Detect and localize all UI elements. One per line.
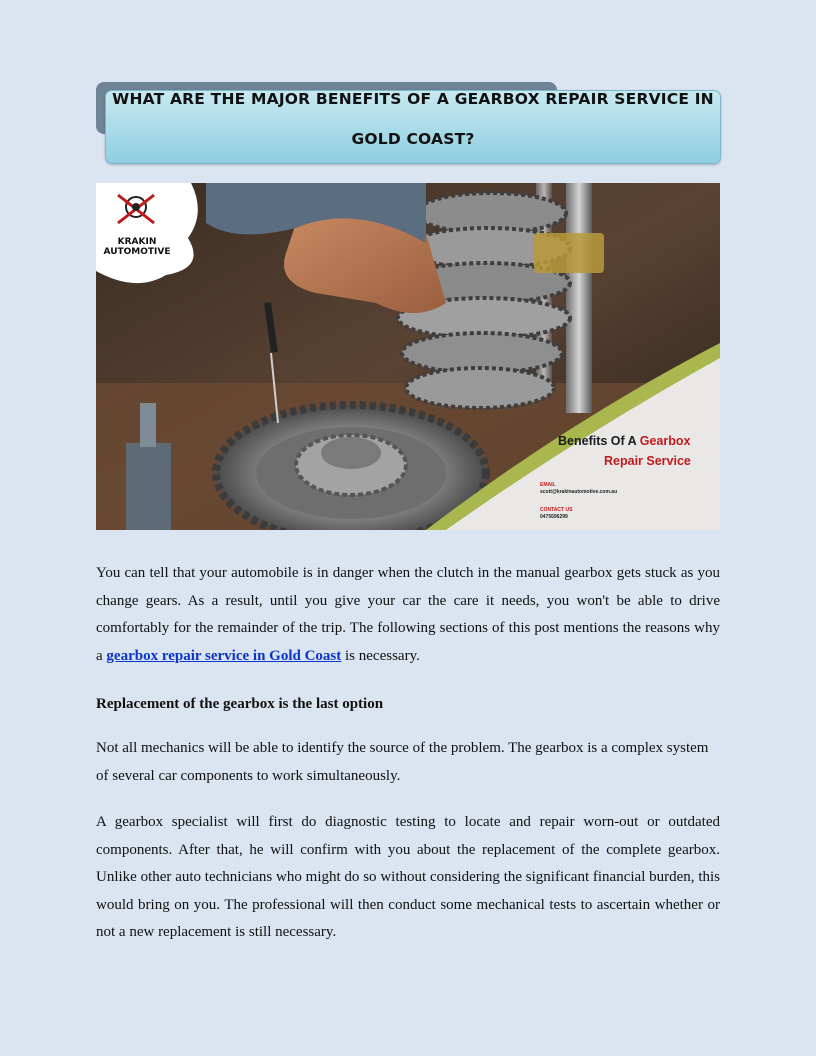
page-title-line-1: WHAT ARE THE MAJOR BENEFITS OF A GEARBOX REPAIR SERVICE IN <box>112 90 714 108</box>
contact-label: CONTACT US <box>540 507 573 513</box>
logo-line-1: KRAKIN <box>117 237 157 247</box>
contact-value: 0475696299 <box>540 514 568 520</box>
section-paragraph-2: A gearbox specialist will first do diagnostic testing to locate and repair worn-out or outdated components. After that, he will confirm with you about the replacement of the complete gearbox. Unlike other auto technicians who might do so without considering the significant financial burden, this would bring on you. The professional will then conduct some mechanical tests to ascertain whether or not a new replacement is still necessary. <box>96 814 720 940</box>
hero-overlay-title <box>558 431 720 471</box>
overlay-title-line-2: Repair Service <box>604 454 691 468</box>
email-value: scott@krakinautomotive.com.au <box>540 489 618 495</box>
logo-splash <box>96 183 198 283</box>
logo-text <box>102 237 172 257</box>
gearbox-repair-link[interactable]: gearbox repair service in Gold Coast <box>106 647 342 664</box>
title-banner <box>96 82 720 164</box>
hero-image <box>96 183 720 530</box>
logo-line-2: AUTOMOTIVE <box>103 247 171 257</box>
section-paragraph-1: Not all mechanics will be able to identify the source of the problem. The gearbox is a complex system of several car components to work simultaneously. <box>96 740 709 784</box>
page-title-line-2: GOLD COAST? <box>351 130 475 148</box>
hero-illustration <box>96 183 720 530</box>
intro-text-after-link: is necessary. <box>341 647 420 664</box>
intro-paragraph <box>96 560 720 670</box>
page-title <box>106 79 720 159</box>
overlay-title-highlight: Gearbox <box>639 434 691 448</box>
intro-text-before-link: You can tell that your automobile is in danger when the clutch in the manual gearbox gets stuck as you change gears. As a result, until you give your car the care it needs, you won't be able to drive comfortably for the remainder of the trip. The following sections of this post mentions the reasons why a <box>96 565 720 664</box>
section-heading: Replacement of the gearbox is the last option <box>96 696 384 712</box>
email-label: EMAIL <box>540 482 556 488</box>
overlay-title-part-1: Benefits Of A <box>558 434 640 448</box>
title-banner-box <box>105 90 721 164</box>
